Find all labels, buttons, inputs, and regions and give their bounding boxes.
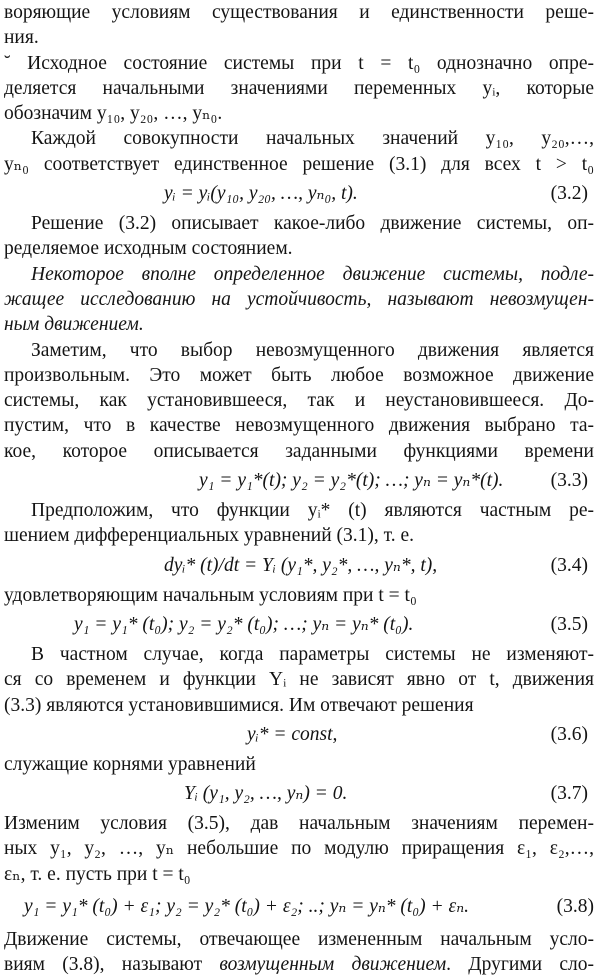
equation-3-8	[4, 887, 594, 927]
text-line: жащее исследованию на устойчивость, называют невозмущен-	[4, 288, 594, 310]
equation-number: (3.2)	[550, 183, 588, 205]
text-line: ных y₁, y₂, …, yₙ небольшие по модулю приращения ε₁, ε₂,…,	[4, 838, 594, 860]
text-line: удовлетворяющим начальным условиям при t = t₀	[4, 584, 417, 606]
equation-3-7	[4, 777, 594, 811]
text-line: (3.3) являются установившимися. Им отвечают решения	[4, 694, 474, 716]
document-page	[4, 0, 594, 976]
equation-number: (3.4)	[550, 554, 588, 576]
text-line: обозначим y₁₀, y₂₀, …, yₙ₀.	[4, 103, 223, 125]
text-line: ся со временем и функции Yᵢ не зависят явно от t, движения	[4, 669, 594, 691]
equation-body: yᵢ* = const,	[247, 723, 338, 745]
equation-number: (3.3)	[550, 470, 588, 492]
equation-number: (3.6)	[550, 723, 588, 745]
equation-3-2	[4, 177, 594, 211]
text-line: кое, которое описывается заданными функциями времени	[4, 440, 594, 462]
text-line: Движение системы, отвечающее измененным начальным усло-	[4, 929, 594, 951]
text-line: Некоторое вполне определенное движение системы, подле-	[31, 263, 594, 285]
equation-3-5	[4, 608, 594, 642]
text-line: ния.	[4, 27, 39, 49]
equation-number: (3.5)	[550, 613, 588, 635]
equation-body: y₁ = y₁*(t); y₂ = y₂*(t); …; yₙ = yₙ*(t).	[199, 470, 504, 492]
text-line: произвольным. Это может быть любое возможное движение	[4, 364, 594, 386]
text-line: деляется начальными значениями переменных yᵢ, которые	[4, 77, 594, 99]
text-line: воряющие условиям существования и единственности реше-	[4, 2, 594, 23]
text-line: служащие корнями уравнений	[4, 753, 256, 775]
text-line	[4, 952, 594, 977]
term-perturbed-motion: возмущенным движением	[219, 954, 447, 976]
equation-3-6	[4, 718, 594, 752]
text-line: ределяемое исходным состоянием.	[4, 238, 293, 260]
text-line: В частном случае, когда параметры системы не изменяют-	[31, 643, 594, 665]
equation-body: Yᵢ (y₁, y₂, …, yₙ) = 0.	[184, 783, 348, 805]
text-line: Изменим условия (3.5), дав начальным значениям перемен-	[4, 813, 594, 835]
equation-3-3	[4, 464, 594, 498]
equation-number: (3.8)	[556, 896, 594, 918]
text-line: εₙ, т. е. пусть при t = t₀	[4, 863, 191, 885]
equation-body: y₁ = y₁* (t₀) + ε₁; y₂ = y₂* (t₀) + ε₂; ..; yₙ = yₙ* (t₀) + εₙ.	[24, 896, 469, 918]
equation-body: y₁ = y₁* (t₀); y₂ = y₂* (t₀); …; yₙ = yₙ* (t₀).	[74, 613, 414, 635]
text-line: системы, как установившееся, так и неустановившееся. До-	[4, 390, 594, 412]
equation-body: yᵢ = yᵢ(y₁₀, y₂₀, …, yₙ₀, t).	[164, 183, 358, 205]
text-line: пустим, что в качестве невозмущенного движения выбрано та-	[4, 415, 594, 437]
text-line: шением дифференциальных уравнений (3.1), т. е.	[4, 525, 414, 547]
text-span: . Другими сло-	[446, 954, 594, 976]
text-line: ным движением.	[4, 314, 144, 336]
equation-number: (3.7)	[550, 783, 588, 805]
text-line: Каждой совокупности начальных значений y₁₀, y₂₀,…,	[31, 128, 594, 150]
text-line: ˘ Исходное состояние системы при t = t₀ однозначно опре-	[4, 52, 594, 74]
text-line: yₙ₀ соответствует единственное решение (3.1) для всех t > t₀	[4, 153, 594, 175]
equation-3-4	[4, 549, 594, 583]
text-line: Решение (3.2) описывает какое-либо движение системы, оп-	[31, 213, 594, 235]
text-line: Заметим, что выбор невозмущенного движения является	[31, 339, 594, 361]
text-line: Предположим, что функции yᵢ* (t) являются частным ре-	[31, 500, 594, 522]
equation-body: dyᵢ* (t)/dt = Yᵢ (y₁*, y₂*, …, yₙ*, t),	[164, 554, 438, 576]
text-span: виям (3.8), называют	[4, 954, 220, 976]
